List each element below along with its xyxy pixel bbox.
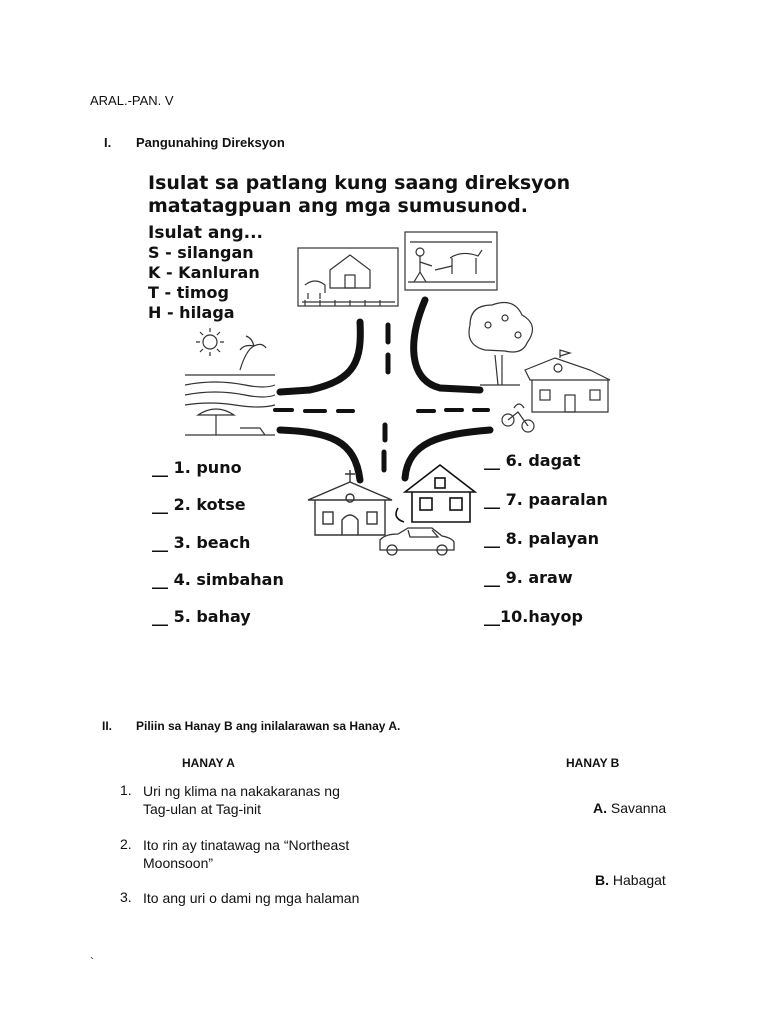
question-item: __ 8. palayan (484, 529, 600, 548)
hanay-b-label: HANAY B (566, 756, 620, 770)
legend-item: H - hilaga (148, 303, 235, 322)
item-line: Ito ang uri o dami ng mga halaman (143, 890, 360, 906)
question-item: __10.hayop (484, 607, 583, 626)
question-item: __ 2. kotse (152, 495, 246, 514)
direction-map-illustration (180, 230, 620, 560)
question-item: __ 6. dagat (484, 451, 581, 470)
worksheet-instruction (148, 172, 570, 218)
question-item: __ 3. beach (152, 533, 251, 552)
legend-title: Isulat ang... (148, 223, 264, 243)
instruction-line-1: Isulat sa patlang kung saang direksyon (148, 172, 571, 194)
instruction-line-2: matatagpuan ang mga sumusunod. (148, 195, 528, 217)
question-item: __ 7. paaralan (484, 490, 608, 509)
crossroad (275, 300, 490, 480)
church-picture (308, 470, 392, 535)
answer-text: Habagat (612, 872, 666, 888)
question-item: __ 9. araw (484, 568, 573, 587)
legend-item: T - timog (148, 283, 229, 302)
tree-picture (469, 303, 532, 385)
hanay-a-item (143, 836, 349, 872)
item-line: Tag-ulan at Tag-init (143, 801, 262, 817)
hanay-a-item (143, 782, 340, 818)
hanay-a-label: HANAY A (182, 756, 235, 770)
section-1-number: I. (104, 135, 112, 150)
sun-picture (196, 328, 224, 356)
answer-letter: B. (595, 872, 609, 888)
stray-mark: ` (90, 955, 94, 969)
hanay-b-item (593, 800, 666, 816)
section-2-title: Piliin sa Hanay B ang inilalarawan sa Hanay A. (136, 719, 401, 733)
item-line: Ito rin ay tinatawag na “Northeast (143, 837, 350, 853)
section-2-number: II. (102, 719, 113, 733)
hanay-a-item (143, 889, 359, 907)
answer-letter: A. (593, 800, 607, 816)
car-picture (380, 528, 454, 555)
farm-picture (298, 248, 398, 306)
question-item: __ 4. simbahan (152, 570, 284, 589)
question-item: __ 5. bahay (152, 607, 251, 626)
item-line: Uri ng klima na nakakaranas ng (143, 783, 340, 799)
answer-text: Savanna (610, 800, 667, 816)
section-1-title: Pangunahing Direksyon (136, 135, 285, 150)
item-line: Moonsoon” (143, 855, 214, 871)
legend-item: K - Kanluran (148, 263, 260, 282)
subject-label: ARAL.-PAN. V (90, 93, 174, 108)
item-number: 2. (120, 836, 132, 852)
question-item: __ 1. puno (152, 458, 242, 477)
hanay-b-item (595, 872, 666, 888)
legend-item: S - silangan (148, 243, 254, 262)
item-number: 1. (120, 782, 132, 798)
item-number: 3. (120, 889, 132, 905)
school-picture (502, 350, 610, 432)
beach-picture (185, 336, 275, 435)
farmer-picture (405, 232, 497, 290)
